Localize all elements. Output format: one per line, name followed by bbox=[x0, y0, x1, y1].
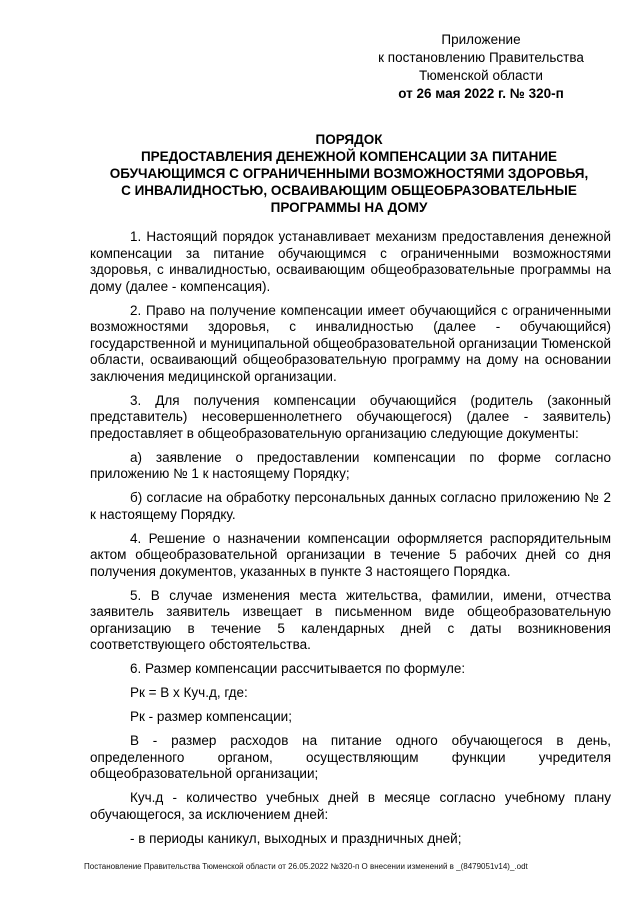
paragraph-6: 6. Размер компенсации рассчитывается по формуле: bbox=[130, 661, 466, 676]
appendix-label: Приложение bbox=[441, 32, 521, 47]
paragraph-3b: б) согласие на обработку персональных данных согласно приложению № 2 к настоящему Порядку. bbox=[90, 490, 611, 522]
appendix-date: от 26 мая 2022 г. № 320-п bbox=[398, 86, 564, 101]
formula-definition-v: В - размер расходов на питание одного обучающегося в день, определенного органом, осуществляющим функции учредителя общеобразовательной организации; bbox=[90, 733, 611, 781]
title-line: ПРЕДОСТАВЛЕНИЯ ДЕНЕЖНОЙ КОМПЕНСАЦИИ ЗА ПИТАНИЕ bbox=[140, 149, 558, 164]
title-line: С ИНВАЛИДНОСТЬЮ, ОСВАИВАЮЩИМ ОБЩЕОБРАЗОВАТЕЛЬНЫЕ bbox=[121, 183, 577, 198]
exclusion-item: - в периоды каникул, выходных и праздничных дней; bbox=[130, 830, 462, 846]
title-heading: ПОРЯДОК bbox=[315, 132, 383, 147]
document-body bbox=[90, 229, 611, 855]
document-title bbox=[88, 131, 610, 216]
formula-definition-kuchd: Куч.д - количество учебных дней в месяце согласно учебному плану обучающегося, за исключением дней: bbox=[90, 790, 611, 822]
title-line: ОБУЧАЮЩИМСЯ С ОГРАНИЧЕННЫМИ ВОЗМОЖНОСТЯМИ ЗДОРОВЬЯ, bbox=[109, 166, 589, 181]
formula: Рк = В х Куч.д, где: bbox=[130, 685, 248, 700]
title-line: ПРОГРАММЫ НА ДОМУ bbox=[270, 200, 428, 215]
paragraph-1: 1. Настоящий порядок устанавливает механизм предоставления денежной компенсации за питание обучающимся с ограниченными возможностями здоровья, с инвалидностью, осваивающим общеобразовательные программы на дому (далее - компенсация). bbox=[90, 229, 611, 294]
appendix-block bbox=[340, 31, 622, 103]
paragraph-3a: а) заявление о предоставлении компенсации по форме согласно приложению № 1 к настоящему Порядку; bbox=[90, 449, 611, 481]
paragraph-2: 2. Право на получение компенсации имеет обучающийся с ограниченными возможностями здоровья, с инвалидностью (далее - обучающийся) государственной и муниципальной общеобразовательной организации Тюменской области, осваивающий общеобразовательную программу на дому на основании заключения медицинской организации. bbox=[90, 302, 611, 384]
paragraph-4: 4. Решение о назначении компенсации оформляется распорядительным актом общеобразовательной организации в течение 5 рабочих дней со дня получения документов, указанных в пункте 3 настоящего Порядка. bbox=[90, 530, 611, 579]
formula-definition-rk: Рк - размер компенсации; bbox=[130, 709, 292, 724]
paragraph-3: 3. Для получения компенсации обучающийся (родитель (законный представитель) несовершеннолетнего обучающегося) (далее - заявитель) предоставляет в общеобразовательную организацию следующие документы: bbox=[90, 392, 611, 441]
paragraph-5: 5. В случае изменения места жительства, фамилии, имени, отчества заявитель заявитель извещает в письменном виде общеобразовательную организацию в течение 5 календарных дней с даты возникновения соответствующего обстоятельства. bbox=[90, 587, 611, 652]
appendix-ref-line: к постановлению Правительства bbox=[378, 50, 584, 65]
page-footer: Постановление Правительства Тюменской области от 26.05.2022 №320-п О внесении изменений в _(8479051v14)_.odt bbox=[84, 862, 528, 871]
appendix-region-line: Тюменской области bbox=[419, 68, 543, 83]
